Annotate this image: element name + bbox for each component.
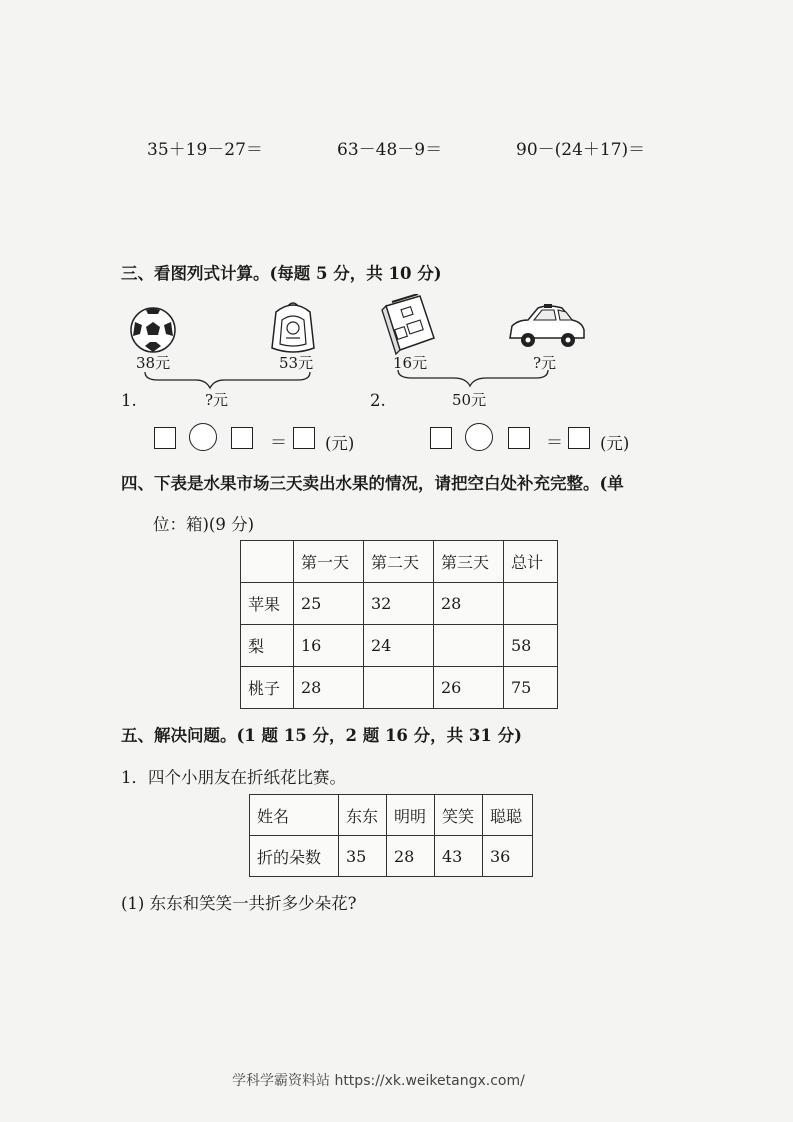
blank-cell[interactable] [364,667,434,709]
problem1-illustration [118,300,328,400]
table-cell: 28 [294,667,364,709]
answer-box[interactable] [508,427,530,449]
table-header-cell: 第二天 [364,541,434,583]
table-cell: 28 [434,583,504,625]
answer-box[interactable] [568,427,590,449]
table-header-cell: 明明 [387,795,435,836]
answer-box[interactable] [231,427,253,449]
problem2-total: 50元 [452,391,487,409]
problem2-illustration [378,294,593,394]
table-header-cell: 笑笑 [435,795,483,836]
row-label: 苹果 [241,583,294,625]
problem1-unit: (元) [325,434,355,453]
operator-circle[interactable] [189,423,217,451]
table-header-row [241,541,558,583]
answer-box[interactable] [154,427,176,449]
table-cell: 32 [364,583,434,625]
paper-flower-table [249,794,533,877]
operator-circle[interactable] [465,423,493,451]
problem2-item1-price: 16元 [393,354,428,372]
table-header-cell: 东东 [339,795,387,836]
table-cell: 58 [504,625,558,667]
expression-1: 35＋19－27＝ [147,140,263,160]
problem1-item2-price: 53元 [279,354,314,372]
book-icon [382,294,434,354]
answer-box[interactable] [430,427,452,449]
question1-sub1: (1) 东东和笑笑一共折多少朵花? [121,894,357,913]
section4-title-line1: 四、下表是水果市场三天卖出水果的情况，请把空白处补充完整。(单 [121,474,624,493]
section4-title-line2: 位：箱)(9 分) [153,515,255,534]
table-cell: 24 [364,625,434,667]
table-header-cell: 第一天 [294,541,364,583]
equals-sign: ＝ [270,433,287,453]
table-row [241,667,558,709]
problem1-number: 1. [121,391,137,410]
blank-cell[interactable] [434,625,504,667]
section3-title: 三、看图列式计算。(每题 5 分，共 10 分) [121,264,442,283]
table-header-cell: 姓名 [250,795,339,836]
expression-3: 90－(24＋17)＝ [516,140,646,160]
blank-cell[interactable] [504,583,558,625]
table-row [241,625,558,667]
question1-intro: 1．四个小朋友在折纸花比赛。 [121,768,346,787]
answer-box[interactable] [293,427,315,449]
table-header-cell: 第三天 [434,541,504,583]
problem1-item1-price: 38元 [136,354,171,372]
table-header-cell: 总计 [504,541,558,583]
table-header-cell [241,541,294,583]
table-row [241,583,558,625]
table-cell: 43 [435,836,483,877]
expression-2: 63－48－9＝ [337,140,443,160]
table-cell: 35 [339,836,387,877]
problem2-number: 2. [370,391,386,410]
table-cell: 28 [387,836,435,877]
row-label: 梨 [241,625,294,667]
problem2-unit: (元) [600,434,630,453]
table-cell: 25 [294,583,364,625]
row-label: 折的朵数 [250,836,339,877]
soccer-ball-icon [131,308,175,352]
table-cell: 16 [294,625,364,667]
toy-car-icon [510,304,584,347]
problem2-item2-price: ?元 [533,354,557,372]
fruit-sales-table [240,540,558,709]
problem1-total: ?元 [205,391,229,409]
table-header-cell: 聪聪 [483,795,533,836]
equals-sign: ＝ [546,433,563,453]
backpack-icon [272,303,314,352]
table-cell: 75 [504,667,558,709]
row-label: 桃子 [241,667,294,709]
table-cell: 26 [434,667,504,709]
table-header-row [250,795,533,836]
footer-watermark: 学科学霸资料站 https://xk.weiketangx.com/ [232,1073,525,1089]
table-row [250,836,533,877]
section5-title: 五、解决问题。(1 题 15 分，2 题 16 分，共 31 分) [121,726,522,745]
table-cell: 36 [483,836,533,877]
